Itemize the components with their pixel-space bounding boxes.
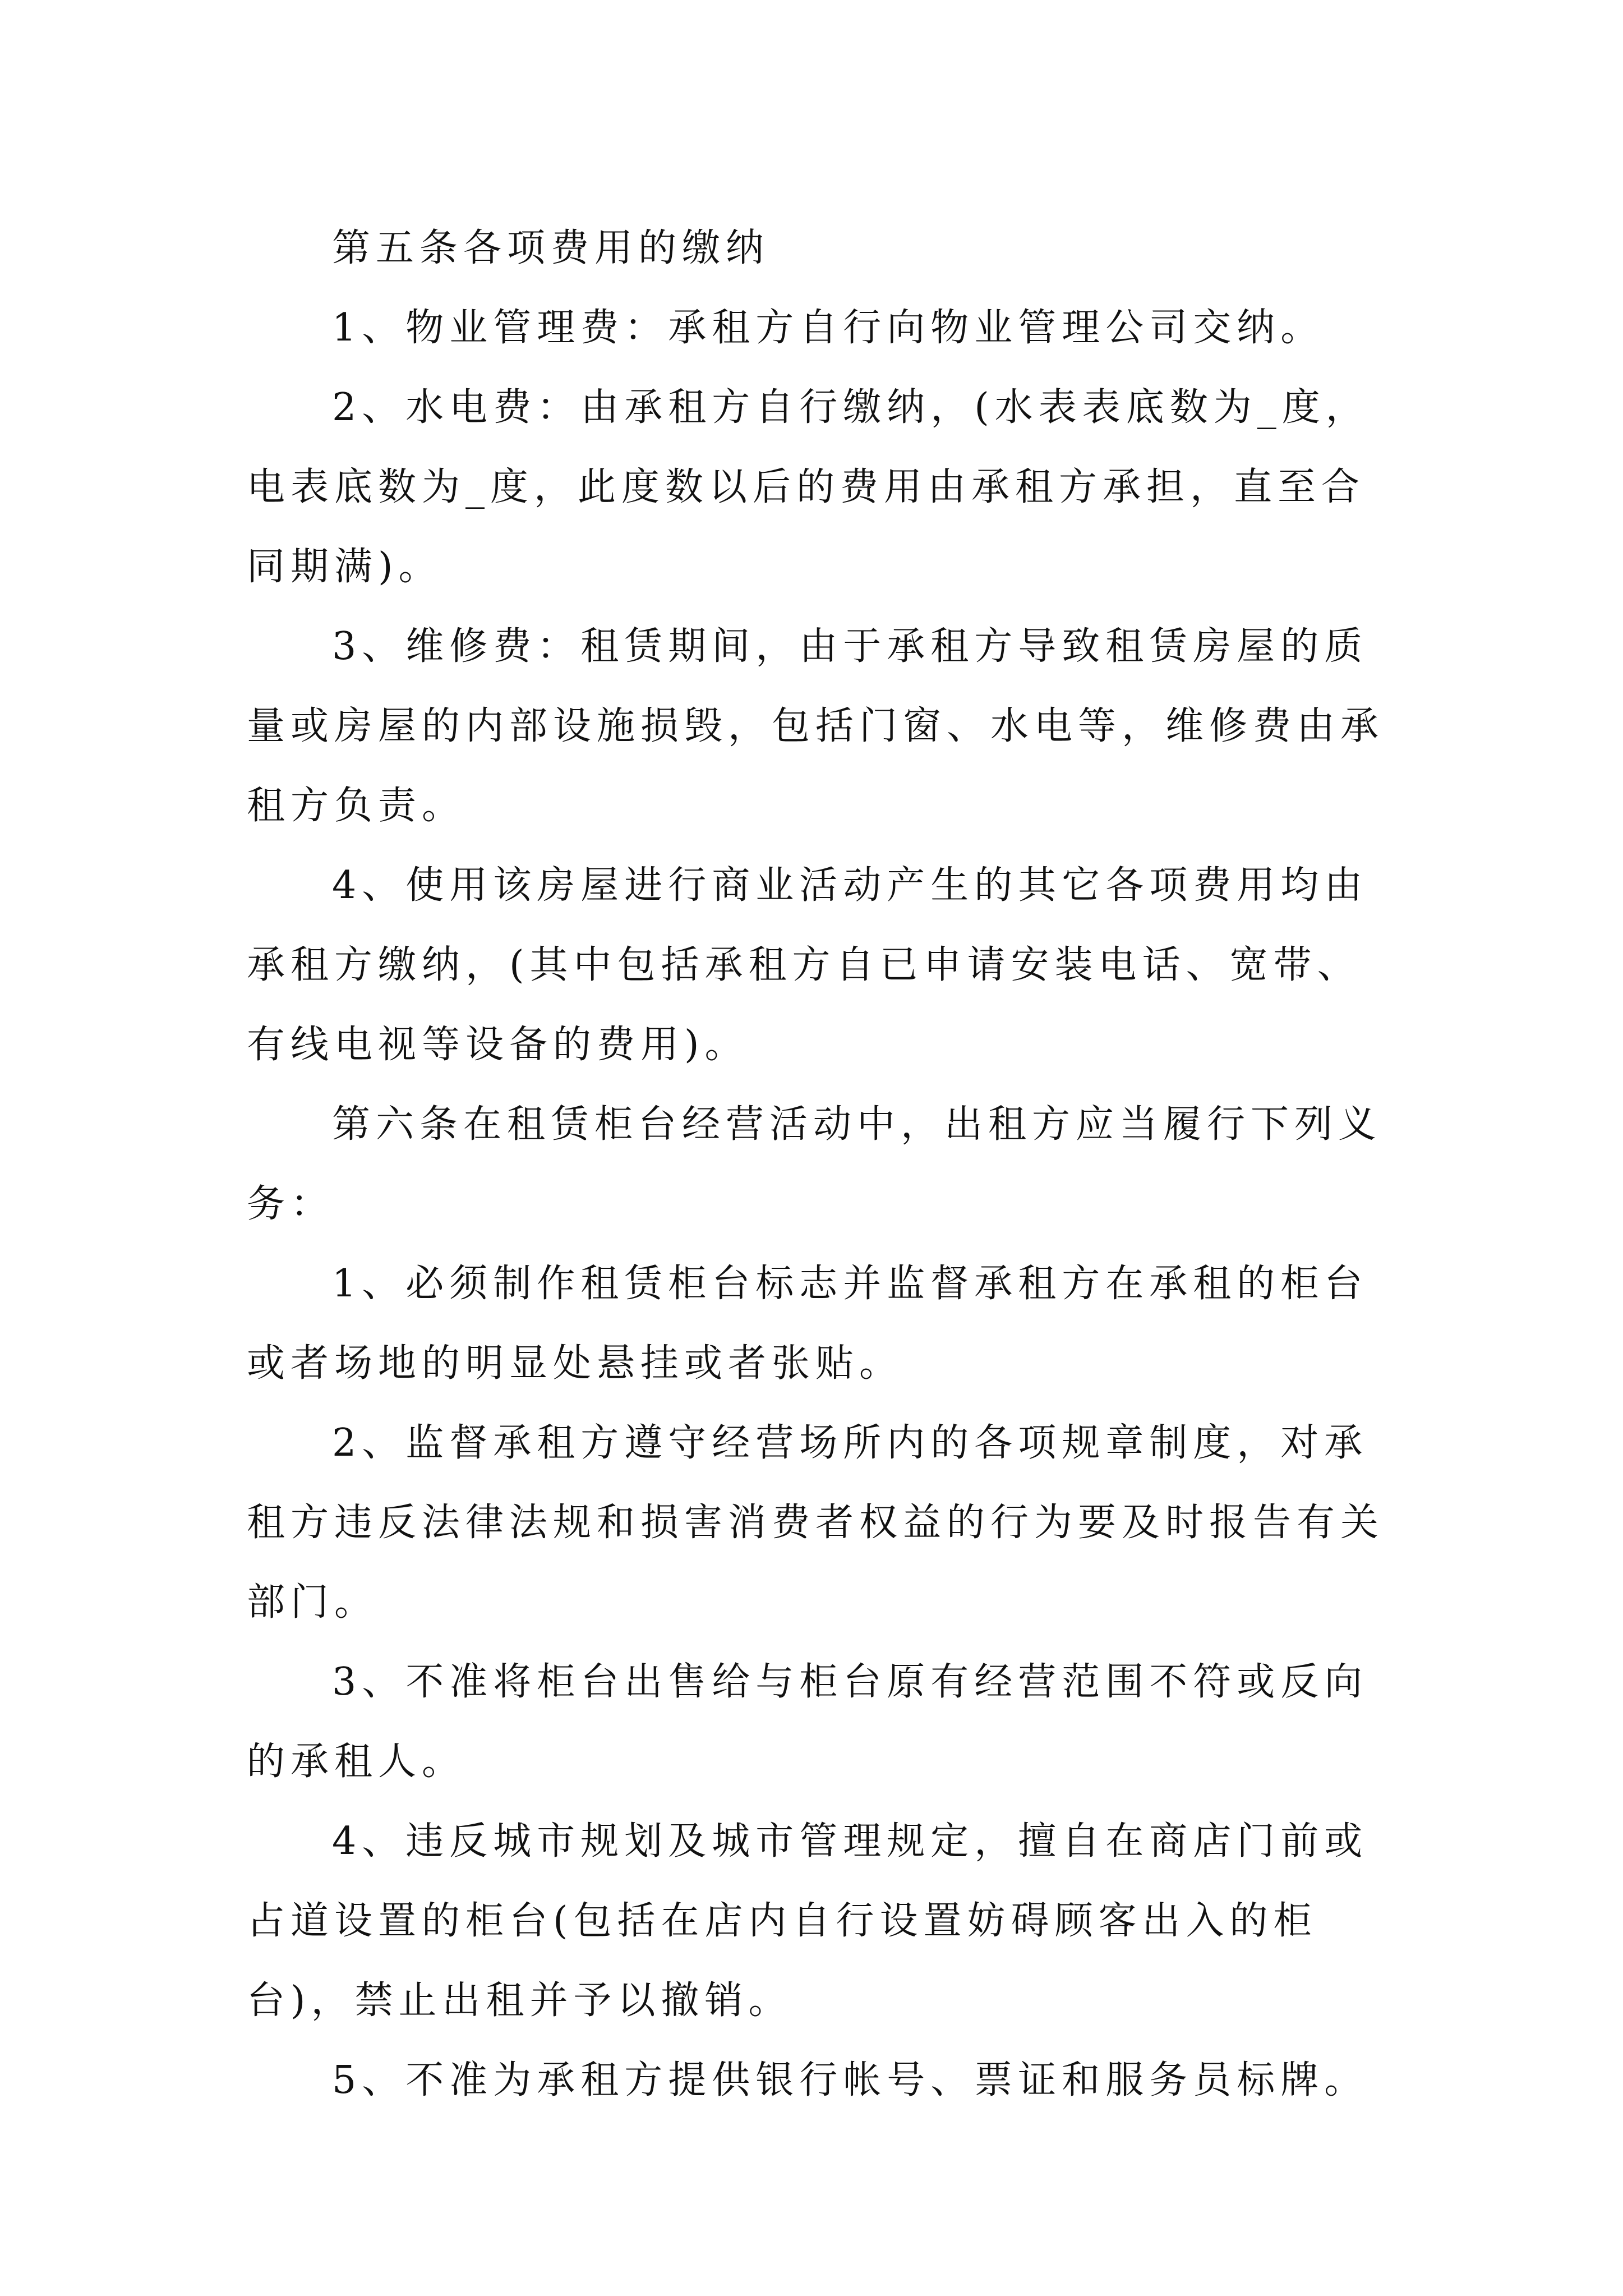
article-5-item-2: 2、水电费：由承租方自行缴纳，(水表表底数为_度，电表底数为_度，此度数以后的费用由承租方承担，直至合同期满)。 [247, 385, 1370, 589]
article-6-item-5: 5、不准为承租方提供银行帐号、票证和服务员标牌。 [332, 2058, 1368, 2102]
article-6-item-2: 2、监督承租方遵守经营场所内的各项规章制度，对承租方违反法律法规和损害消费者权益的行为要及时报告有关部门。 [247, 1421, 1385, 1625]
article-6-item-4: 4、违反城市规划及城市管理规定，擅自在商店门前或占道设置的柜台(包括在店内自行设置妨碍顾客出入的柜台)，禁止出租并予以撤销。 [247, 1819, 1368, 2023]
article-6-item-3: 3、不准将柜台出售给与柜台原有经营范围不符或反向的承租人。 [247, 1660, 1368, 1784]
article-6-heading: 第六条在租赁柜台经营活动中，出租方应当履行下列义务： [247, 1102, 1382, 1226]
article-5-item-3: 3、维修费：租赁期间，由于承租方导致租赁房屋的质量或房屋的内部设施损毁，包括门窗、水电等，维修费由承租方负责。 [247, 624, 1385, 828]
article-5-item-4: 4、使用该房屋进行商业活动产生的其它各项费用均由承租方缴纳，(其中包括承租方自已申请安装电话、宽带、有线电视等设备的费用)。 [247, 863, 1368, 1067]
document-body [247, 209, 1385, 2120]
article-6-item-1: 1、必须制作租赁柜台标志并监督承租方在承租的柜台或者场地的明显处悬挂或者张贴。 [247, 1262, 1368, 1386]
article-5-heading: 第五条各项费用的缴纳 [332, 226, 770, 270]
article-5-item-1: 1、物业管理费：承租方自行向物业管理公司交纳。 [332, 306, 1325, 350]
